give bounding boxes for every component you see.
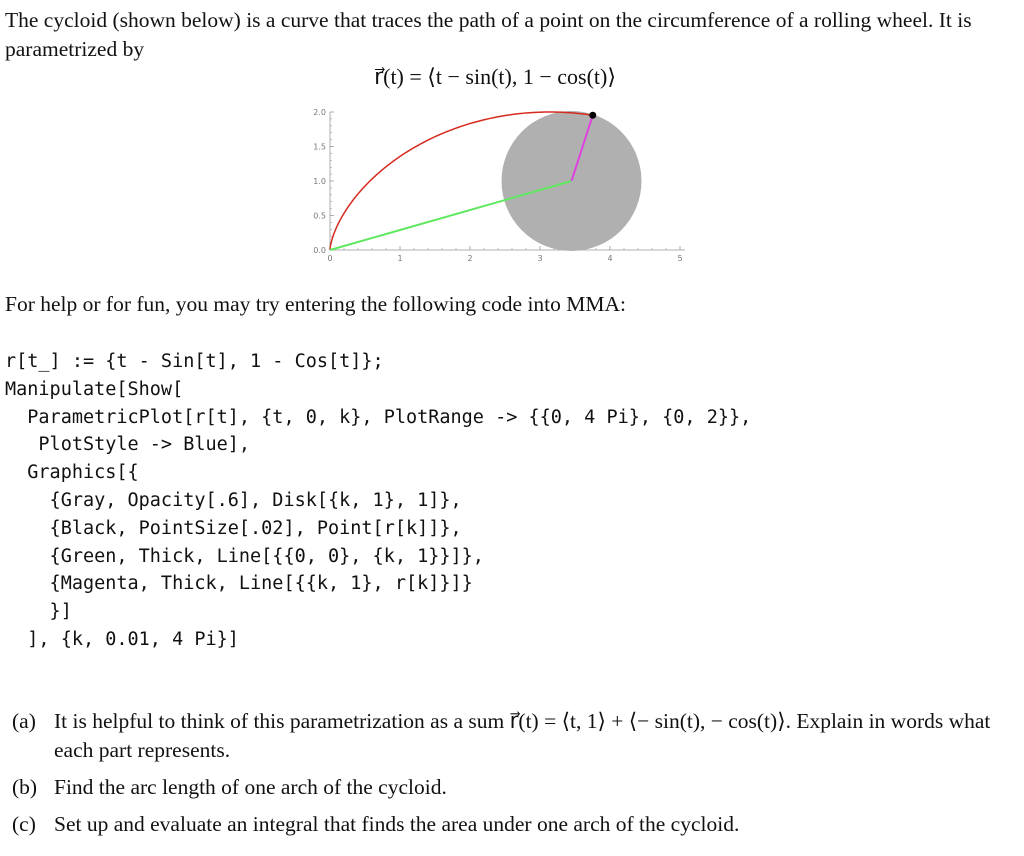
code-line: {Magenta, Thick, Line[{{k, 1}, r[k]}]} [5, 573, 473, 595]
y-tick-label: 1.5 [313, 142, 326, 152]
question-label: (c) [12, 812, 36, 836]
code-line: r[t_] := {t - Sin[t], 1 - Cos[t]}; [5, 351, 384, 372]
intro-text: The cycloid (shown below) is a curve that traces the path of a point on the circumference of a rolling wheel. It is parametrized by [5, 8, 972, 61]
mma-code-block [5, 348, 751, 654]
cycloid-plot [300, 100, 700, 265]
x-tick-label: 4 [607, 254, 613, 263]
x-tick-label: 1 [397, 254, 403, 263]
question-item [12, 773, 1012, 802]
help-text: For help or for fun, you may try entering the following code into MMA: [5, 292, 627, 316]
code-line: {Black, PointSize[.02], Point[r[k]]}, [5, 517, 462, 539]
question-label: (b) [12, 775, 38, 799]
x-tick-label: 2 [467, 254, 473, 263]
code-line: ParametricPlot[r[t], {t, 0, k}, PlotRange -> {{0, 4 Pi}, {0, 2}}, [5, 406, 752, 428]
code-line: ], {k, 0.01, 4 Pi}] [5, 628, 239, 650]
question-item [12, 810, 1012, 839]
y-tick-label: 0.0 [313, 246, 326, 255]
question-list [12, 707, 1012, 847]
code-line: PlotStyle -> Blue], [5, 434, 251, 456]
y-tick-label: 0.5 [313, 211, 326, 221]
question-text: Find the arc length of one arch of the cycloid. [54, 775, 447, 799]
x-tick-label: 3 [537, 254, 543, 263]
code-line: Graphics[{ [5, 462, 139, 484]
x-tick-label: 0 [327, 254, 333, 263]
question-item [12, 707, 1012, 765]
code-line: {Green, Thick, Line[{{0, 0}, {k, 1}}]}, [5, 545, 484, 567]
y-tick-label: 1.0 [313, 177, 326, 186]
code-line: }] [5, 601, 72, 623]
cycloid-formula: r⃗(t) = ⟨t − sin(t), 1 − cos(t)⟩ [374, 64, 616, 89]
code-line: Manipulate[Show[ [5, 378, 184, 400]
question-text: Set up and evaluate an integral that finds the area under one arch of the cycloid. [54, 812, 740, 836]
question-label: (a) [12, 709, 36, 733]
curve-point [589, 112, 596, 119]
y-tick-label: 2.0 [313, 108, 326, 117]
question-text: It is helpful to think of this parametrization as a sum r⃗(t) = ⟨t, 1⟩ + ⟨− sin(t), − cos(t)⟩. Explain in words what each part represents. [54, 709, 991, 762]
code-line: {Gray, Opacity[.6], Disk[{k, 1}, 1]}, [5, 489, 462, 511]
x-tick-label: 5 [677, 254, 683, 263]
